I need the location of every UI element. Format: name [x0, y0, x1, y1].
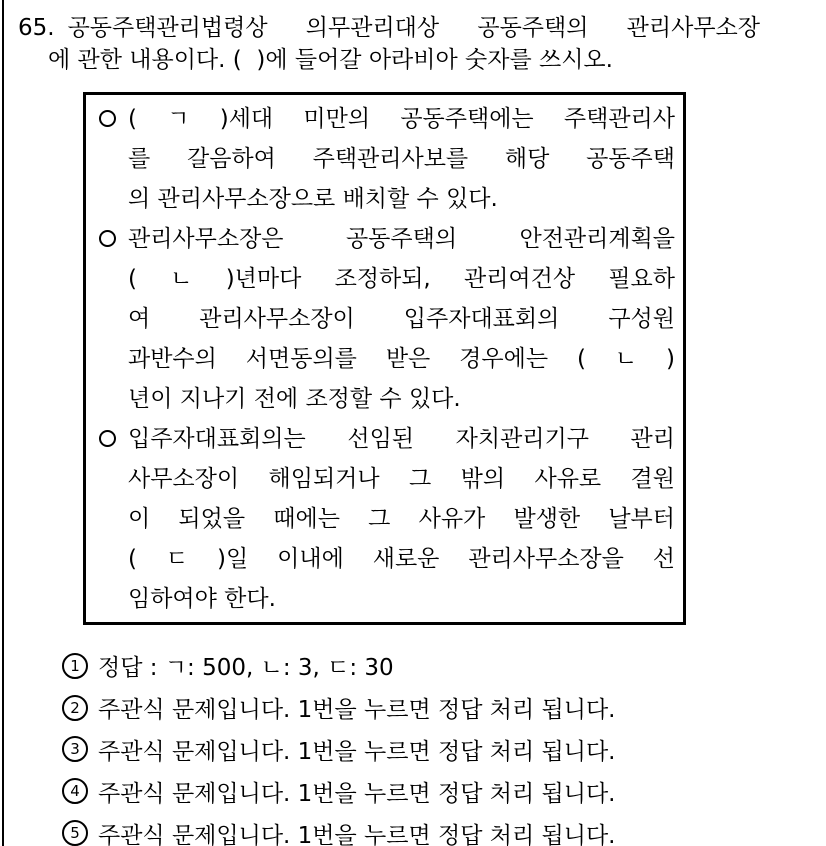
- passage-line: 를 갈음하여 주택관리사보를 해당 공동주택: [128, 146, 675, 172]
- passage-item-1: [99, 99, 675, 139]
- answer-choices: [62, 645, 792, 846]
- choice-2-text: 주관식 문제입니다. 1번을 누르면 정답 처리 됩니다.: [98, 697, 616, 724]
- circled-number-1-icon[interactable]: 1: [62, 653, 88, 679]
- circle-bullet-icon: [99, 110, 116, 127]
- passage-line: 임하여야 한다.: [128, 586, 276, 612]
- circled-number-4-icon[interactable]: 4: [62, 778, 88, 804]
- choice-5-text: 주관식 문제입니다. 1번을 누르면 정답 처리 됩니다.: [98, 822, 616, 846]
- choice-1-text: 정답 : ㄱ: 500, ㄴ: 3, ㄷ: 30: [98, 655, 394, 682]
- question-65: [18, 12, 760, 76]
- passage-line: 입주자대표회의는 선임된 자치관리기구 관리: [128, 426, 675, 452]
- circled-number-2-icon[interactable]: 2: [62, 695, 88, 721]
- passage-line: 사무소장이 해임되거나 그 밖의 사유로 결원: [128, 466, 675, 492]
- circled-number-5-icon[interactable]: 5: [62, 820, 88, 846]
- passage-line: 년이 지나기 전에 조정할 수 있다.: [128, 386, 461, 412]
- choice-3-text: 주관식 문제입니다. 1번을 누르면 정답 처리 됩니다.: [98, 738, 616, 765]
- question-number: 65.: [18, 15, 55, 41]
- passage-item-2: [99, 219, 675, 259]
- passage-item-3: [99, 419, 675, 459]
- passage-line: 이 되었을 때에는 그 사유가 발생한 날부터: [128, 506, 675, 532]
- passage-box: [83, 92, 686, 625]
- column-divider-line: [2, 0, 4, 846]
- passage-line: ( ㄴ )년마다 조정하되, 관리여건상 필요하: [128, 266, 675, 292]
- passage-line: 여 관리사무소장이 입주자대표회의 구성원: [128, 306, 675, 332]
- choice-2[interactable]: [62, 687, 792, 729]
- choice-5[interactable]: [62, 812, 792, 846]
- circle-bullet-icon: [99, 230, 116, 247]
- question-text-line-2: 에 관한 내용이다. ( )에 들어갈 아라비아 숫자를 쓰시오.: [48, 47, 613, 73]
- passage-line: ( ㄱ )세대 미만의 공동주택에는 주택관리사: [128, 106, 675, 132]
- passage-line: ( ㄷ )일 이내에 새로운 관리사무소장을 선: [128, 546, 675, 572]
- circled-number-3-icon[interactable]: 3: [62, 736, 88, 762]
- question-text-line-1: 공동주택관리법령상 의무관리대상 공동주택의 관리사무소장: [67, 15, 760, 41]
- passage-line: 관리사무소장은 공동주택의 안전관리계획을: [128, 226, 675, 252]
- circle-bullet-icon: [99, 430, 116, 447]
- choice-4-text: 주관식 문제입니다. 1번을 누르면 정답 처리 됩니다.: [98, 780, 616, 807]
- question-line-1: [18, 12, 760, 44]
- choice-4[interactable]: [62, 770, 792, 812]
- passage-line: 과반수의 서면동의를 받은 경우에는 ( ㄴ ): [128, 346, 675, 372]
- passage-line: 의 관리사무소장으로 배치할 수 있다.: [128, 186, 498, 212]
- choice-3[interactable]: [62, 729, 792, 771]
- choice-1[interactable]: [62, 645, 792, 687]
